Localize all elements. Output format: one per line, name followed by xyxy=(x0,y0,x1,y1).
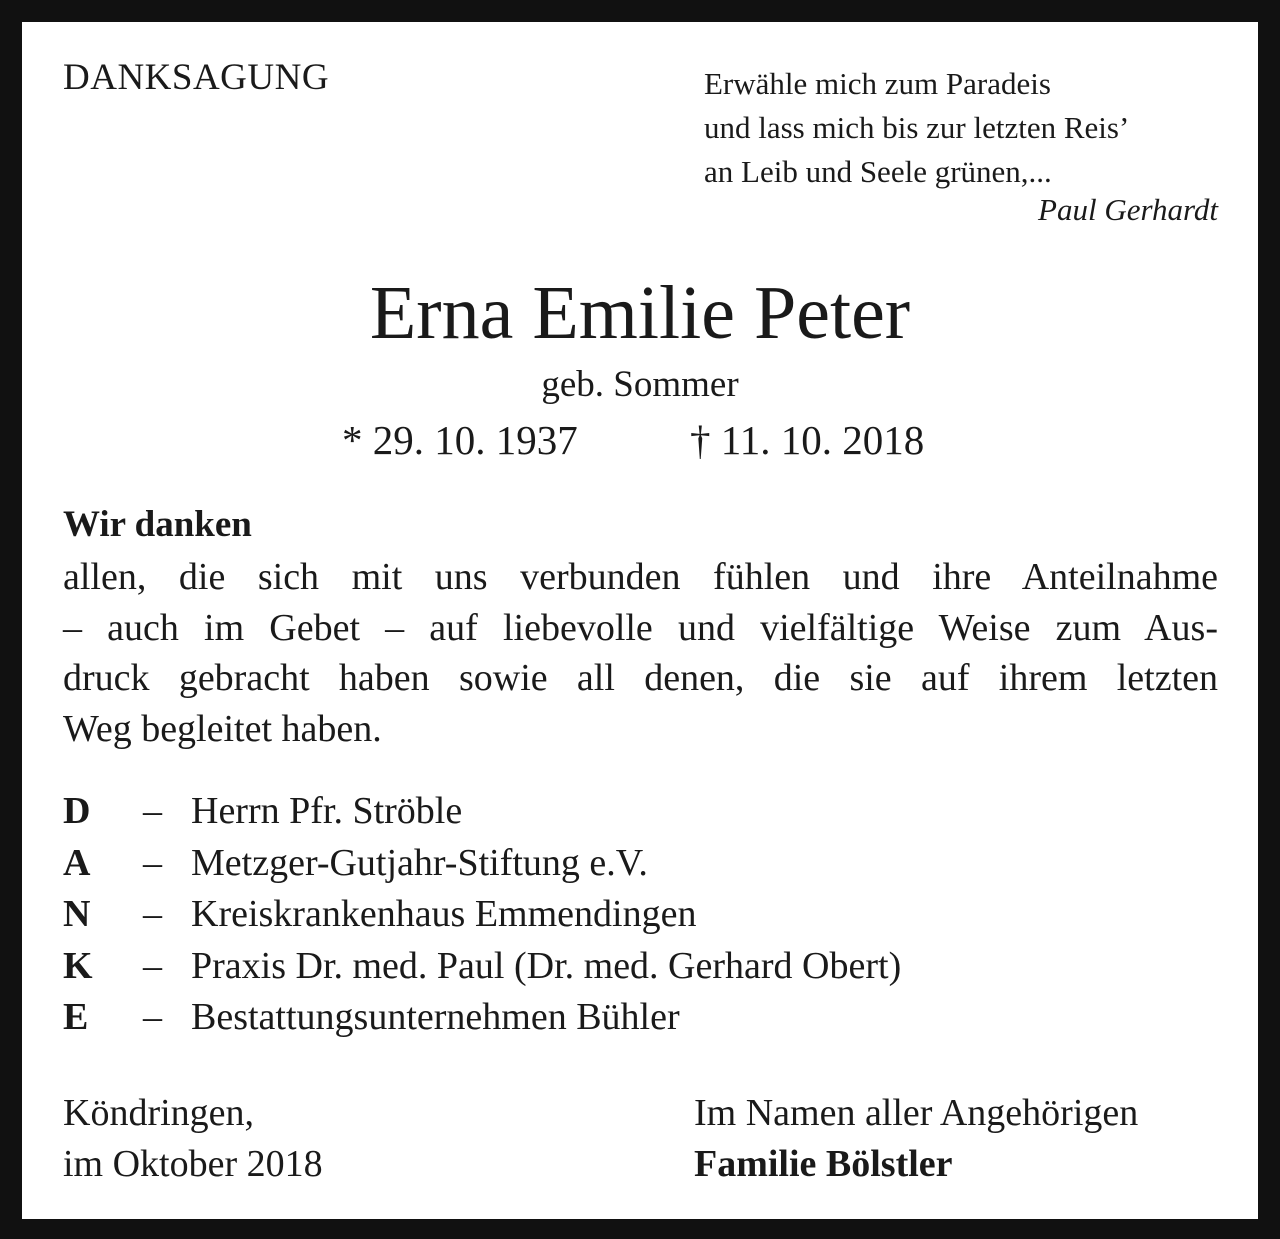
on-behalf-text: Im Namen aller Angehörigen xyxy=(694,1092,1139,1134)
poem-author: Paul Gerhardt xyxy=(1038,192,1218,227)
danke-row xyxy=(63,941,901,993)
deceased-name: Erna Emilie Peter xyxy=(369,271,911,355)
danke-row xyxy=(63,889,901,941)
notice-date: im Oktober 2018 xyxy=(63,1143,323,1185)
notice-heading: DANKSAGUNG xyxy=(63,57,330,98)
danke-letter: A xyxy=(63,841,91,884)
poem-line: und lass mich bis zur letzten Reis’ xyxy=(704,110,1130,145)
thanks-line: druck gebracht haben sowie all denen, die sie auf ihrem letzten xyxy=(63,657,1218,699)
poem xyxy=(704,62,1129,194)
danke-letter: D xyxy=(63,790,91,832)
poem-line: Erwähle mich zum Paradeis xyxy=(704,66,1051,101)
danke-recipient: Metzger-Gutjahr-Stiftung e.V. xyxy=(191,841,648,884)
danke-dash: – xyxy=(143,790,162,832)
danke-dash: – xyxy=(143,944,162,987)
thanks-line: – auch im Gebet – auf liebevolle und vielfältige Weise zum Aus- xyxy=(63,606,1218,649)
death-date: † 11. 10. 2018 xyxy=(690,417,925,463)
danke-row xyxy=(63,992,901,1044)
danke-dash: – xyxy=(143,841,162,884)
thanks-title: Wir danken xyxy=(63,504,252,545)
danke-dash: – xyxy=(143,893,162,935)
danke-row xyxy=(63,786,901,838)
danke-recipient: Praxis Dr. med. Paul (Dr. med. Gerhard Obert) xyxy=(191,944,902,987)
danke-letter: N xyxy=(63,893,91,935)
danke-dash: – xyxy=(143,996,162,1038)
poem-line: an Leib und Seele grünen,... xyxy=(704,154,1052,189)
danke-recipient: Bestattungsunternehmen Bühler xyxy=(191,996,680,1038)
place-date xyxy=(63,1088,323,1190)
signature xyxy=(694,1088,1138,1190)
danke-recipient: Herrn Pfr. Ströble xyxy=(191,790,463,832)
family-name: Familie Bölstler xyxy=(694,1143,953,1185)
danke-recipient: Kreiskrankenhaus Emmendingen xyxy=(191,893,697,935)
danke-letter: E xyxy=(63,996,89,1038)
birth-name: geb. Sommer xyxy=(541,364,739,405)
danke-list xyxy=(63,786,901,1044)
danke-letter: K xyxy=(63,944,93,987)
danke-row xyxy=(63,838,901,890)
place: Köndringen, xyxy=(63,1092,255,1134)
thanks-text xyxy=(63,552,1218,754)
birth-date: * 29. 10. 1937 xyxy=(342,417,578,463)
thanks-line: allen, die sich mit uns verbunden fühlen und ihre Anteilnahme xyxy=(63,556,1218,598)
thanks-line: Weg begleitet haben. xyxy=(63,707,382,750)
